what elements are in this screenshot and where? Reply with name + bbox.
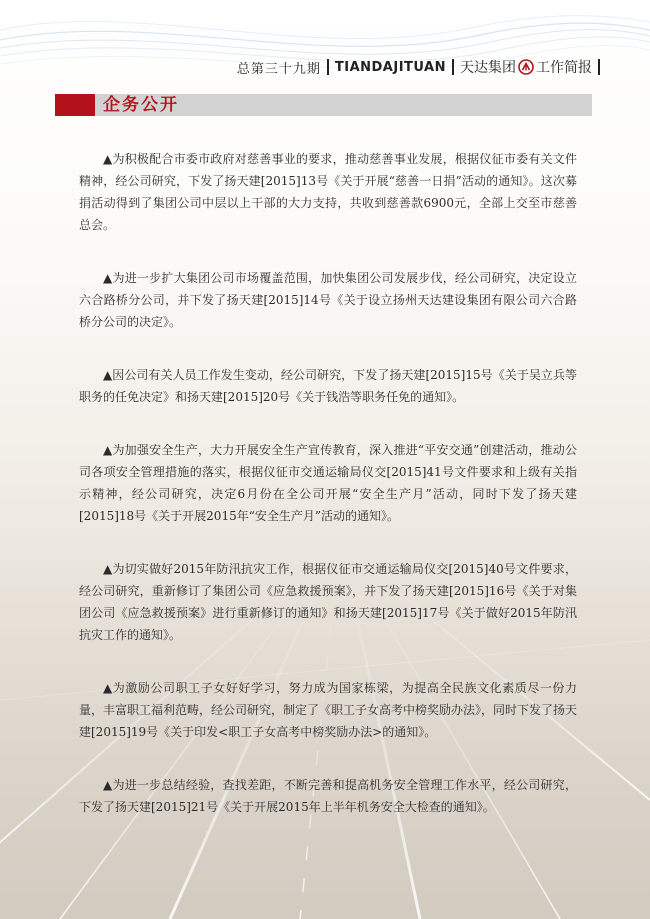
news-item: ▲因公司有关人员工作发生变动，经公司研究，下发了扬天建[2015]15号《关于吴立兵等职务的任免决定》和扬天建[2015]20号《关于钱浩等职务任免的通知》。	[79, 368, 577, 404]
publication-name: 工作简报	[536, 60, 592, 76]
article-body	[79, 148, 577, 849]
news-item: ▲为进一步总结经验，查找差距，不断完善和提高机务安全管理工作水平，经公司研究，下发了扬天建[2015]21号《关于开展2015年上半年机务安全大检查的通知》。	[79, 778, 577, 814]
header-divider	[598, 59, 600, 75]
brand-english-name: TIANDAJITUAN	[334, 59, 446, 75]
section-accent-block	[55, 94, 95, 116]
news-item: ▲为激励公司职工子女好好学习，努力成为国家栋梁，为提高全民族文化素质尽一份力量，丰富职工福利范畴，经公司研究，制定了《职工子女高考中榜奖励办法》，同时下发了扬天建[2015]19号《关于印发<职工子女高考中榜奖励办法>的通知》。	[79, 681, 578, 739]
news-item: ▲为切实做好2015年防汛抗灾工作，根据仪征市交通运输局仪交[2015]40号文件要求，经公司研究，重新修订了集团公司《应急救援预案》，并下发了扬天建[2015]16号《关于对集团公司《应急救援预案》进行重新修订的通知》和扬天建[2015]17号《关于做好2015年防汛抗灾工作的通知》。	[79, 562, 577, 642]
brand-chinese-name: 天达集团	[460, 60, 516, 76]
section-header-bar	[55, 94, 592, 116]
issue-number: 总第三十九期	[236, 61, 321, 77]
header-divider	[452, 59, 454, 75]
tianda-logo-icon	[518, 59, 534, 75]
page-header	[237, 57, 606, 77]
header-divider	[327, 59, 329, 75]
news-item: ▲为进一步扩大集团公司市场覆盖范围，加快集团公司发展步伐，经公司研究，决定设立六合路桥分公司，并下发了扬天建[2015]14号《关于设立扬州天达建设集团有限公司六合路桥分公司的决定》。	[79, 271, 577, 329]
news-item: ▲为加强安全生产，大力开展安全生产宣传教育，深入推进“平安交通”创建活动，推动公司各项安全管理措施的落实，根据仪征市交通运输局仪交[2015]41号文件要求和上级有关指示精神，经公司研究，决定6月份在全公司开展“安全生产月”活动，同时下发了扬天建[2015]18号《关于开展2015年“安全生产月”活动的通知》。	[79, 443, 577, 523]
section-title: 企务公开	[103, 95, 179, 115]
news-item: ▲为积极配合市委市政府对慈善事业的要求，推动慈善事业发展，根据仪征市委有关文件精神，经公司研究，下发了扬天建[2015]13号《关于开展“慈善一日捐”活动的通知》。这次募捐活动得到了集团公司中层以上干部的大力支持，共收到慈善款6900元，全部上交至市慈善总会。	[79, 152, 577, 232]
